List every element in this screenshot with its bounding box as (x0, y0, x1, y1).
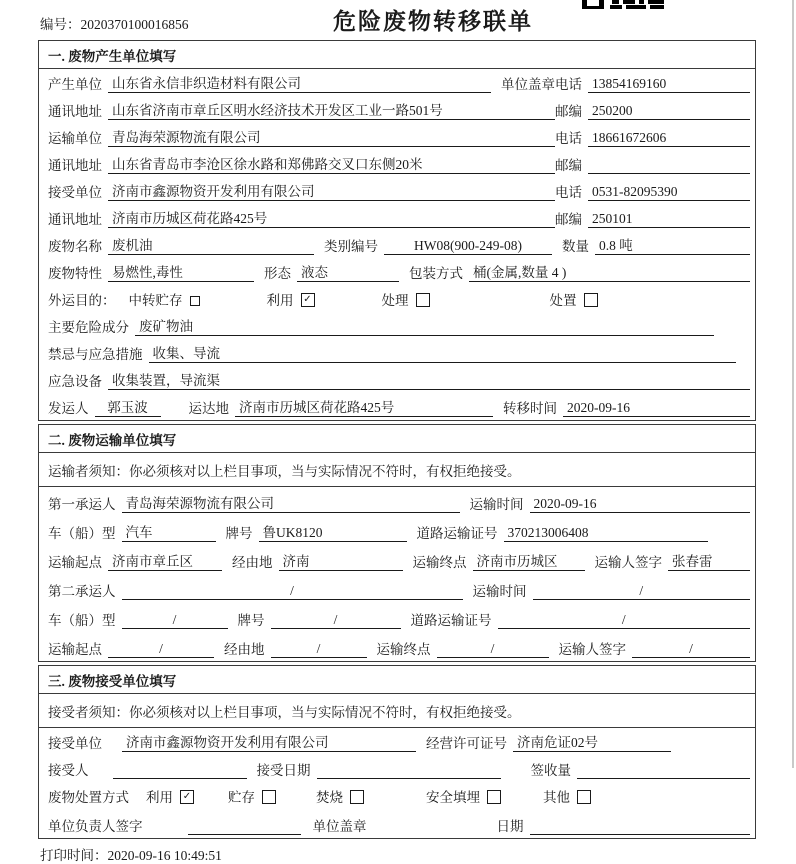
license-label: 经营许可证号 (426, 736, 507, 751)
row-vehicle2 (39, 603, 755, 632)
receive-date-value (317, 777, 501, 779)
row-purpose (39, 285, 755, 312)
dest-value: 济南市历城区荷花路425号 (235, 396, 493, 417)
purpose-option-label: 利用 (266, 293, 294, 308)
transfer-time-label: 转移时间 (503, 401, 557, 416)
shipper-label: 发运人 (48, 401, 89, 416)
received-qty-label: 签收量 (530, 763, 571, 778)
via2-value: / (271, 641, 367, 658)
doc-number-label: 编号： (40, 17, 81, 32)
recipient-value (113, 777, 247, 779)
category-value: HW08(900-249-08) (384, 238, 552, 255)
receiver-notice: 接受者须知：你必须核对以上栏目事项，当与实际情况不符时，有权拒绝接受。 (39, 694, 755, 728)
section-producer (38, 40, 756, 421)
section-receiver (38, 665, 756, 839)
print-time (40, 844, 796, 864)
waste-name-label: 废物名称 (48, 239, 102, 254)
time1-label: 运输时间 (469, 497, 524, 512)
zip3-label: 邮编 (555, 212, 582, 227)
via1-value: 济南 (279, 550, 403, 571)
row-carrier2 (39, 574, 755, 603)
responsible-sign-value (188, 833, 301, 835)
address3-value: 济南市历城区荷花路425号 (108, 207, 555, 228)
carrier2-value: / (122, 583, 463, 600)
hazard-label: 主要危险成分 (48, 320, 129, 335)
permit1-value: 370213006408 (504, 525, 709, 542)
seal-label: 单位盖章 (501, 77, 555, 92)
time1-value: 2020-09-16 (530, 496, 751, 513)
disposal-option-label: 安全填埋 (426, 790, 480, 805)
checkbox-unchecked-icon (577, 790, 591, 804)
responsible-sign-label: 单位负责人签字 (48, 819, 143, 834)
form-label: 形态 (264, 266, 291, 281)
origin1-value: 济南市章丘区 (108, 550, 222, 571)
vehicle1-label: 车（船）型 (48, 526, 116, 541)
packing-value: 桶(金属,数量 4 ) (469, 261, 750, 282)
permit2-value: / (498, 612, 751, 629)
phone1-label: 电话 (555, 77, 582, 92)
plate2-value: / (271, 612, 401, 629)
end1-label: 运输终点 (412, 555, 467, 570)
receiver-label: 接受单位 (48, 185, 102, 200)
origin1-label: 运输起点 (48, 555, 102, 570)
disposal-option-label: 利用 (146, 790, 173, 805)
row-address1 (39, 96, 755, 123)
sign2-value: / (632, 641, 750, 658)
checkbox-checked-icon: ✓ (180, 790, 194, 804)
page-title: 危险废物转移联单 (333, 9, 533, 34)
end2-value: / (437, 641, 549, 658)
sign1-value: 张春雷 (668, 550, 750, 571)
equipment-label: 应急设备 (48, 374, 102, 389)
plate2-label: 牌号 (237, 613, 265, 628)
unit-seal-label: 单位盖章 (312, 819, 367, 834)
row-receive-unit (39, 728, 755, 755)
packing-label: 包装方式 (409, 266, 463, 281)
category-label: 类别编号 (324, 239, 378, 254)
taboo-value: 收集、导流 (149, 342, 737, 363)
purpose-option-label: 中转贮存 (128, 293, 183, 308)
checkbox-unchecked-icon (416, 293, 430, 307)
phone3-value: 0531-82095390 (588, 184, 750, 201)
checkbox-checked-icon: ✓ (301, 293, 315, 307)
producer-label: 产生单位 (48, 77, 102, 92)
form-value: 液态 (297, 261, 399, 282)
origin2-value: / (108, 641, 214, 658)
doc-number-value: 2020370100016856 (80, 17, 189, 32)
zip3-value: 250101 (588, 211, 750, 228)
dest-label: 运达地 (188, 401, 229, 416)
transporter-value: 青岛海荣源物流有限公司 (108, 126, 555, 147)
row-vehicle1 (39, 516, 755, 545)
checkbox-unchecked-icon (190, 296, 200, 306)
waste-name-value: 废机油 (108, 234, 314, 255)
address2-value: 山东省青岛市李沧区徐水路和郑佛路交叉口东侧20米 (108, 153, 555, 174)
section3-header: 三. 废物接受单位填写 (39, 666, 755, 694)
permit2-label: 道路运输证号 (410, 613, 492, 628)
row-shipper (39, 393, 755, 420)
receive-unit-label: 接受单位 (48, 736, 102, 751)
character-value: 易燃性,毒性 (108, 261, 254, 282)
checkbox-unchecked-icon (350, 790, 364, 804)
address2-label: 通讯地址 (48, 158, 102, 173)
disposal-option-label: 贮存 (228, 790, 255, 805)
purpose-label: 外运目的： (48, 293, 116, 308)
transfer-time-value: 2020-09-16 (563, 400, 750, 417)
sign1-label: 运输人签字 (594, 555, 662, 570)
purpose-option-label: 处理 (381, 293, 409, 308)
transporter-label: 运输单位 (48, 131, 102, 146)
disposal-option-label: 焚烧 (316, 790, 343, 805)
permit1-label: 道路运输证号 (416, 526, 498, 541)
vehicle1-value: 汽车 (122, 521, 216, 542)
sign-date-value (530, 833, 751, 835)
shipper-value: 郭玉波 (95, 396, 161, 417)
row-transporter (39, 123, 755, 150)
received-qty-value (577, 777, 750, 779)
row-equipment (39, 366, 755, 393)
phone2-label: 电话 (555, 131, 582, 146)
row-waste-name (39, 231, 755, 258)
carrier1-label: 第一承运人 (48, 497, 116, 512)
row-receiver (39, 177, 755, 204)
character-label: 废物特性 (48, 266, 102, 281)
sign2-label: 运输人签字 (558, 642, 626, 657)
address3-label: 通讯地址 (48, 212, 102, 227)
vehicle2-label: 车（船）型 (48, 613, 116, 628)
receiver-value: 济南市鑫源物资开发利用有限公司 (108, 180, 555, 201)
address1-label: 通讯地址 (48, 104, 102, 119)
time2-label: 运输时间 (472, 584, 527, 599)
section-transporter (38, 424, 756, 662)
row-taboo (39, 339, 755, 366)
time2-value: / (533, 583, 751, 600)
row-route2 (39, 632, 755, 661)
print-time-label: 打印时间： (40, 848, 108, 863)
carrier1-value: 青岛海荣源物流有限公司 (122, 492, 460, 513)
plate1-value: 鲁UK8120 (259, 521, 407, 542)
via1-label: 经由地 (232, 555, 273, 570)
receive-date-label: 接受日期 (256, 763, 311, 778)
disposal-label: 废物处置方式 (48, 790, 129, 805)
producer-value: 山东省永信非织造材料有限公司 (108, 72, 491, 93)
phone3-label: 电话 (555, 185, 582, 200)
sign-date-label: 日期 (496, 819, 524, 834)
recipient-label: 接受人 (48, 763, 89, 778)
page-edge-line (792, 0, 794, 768)
qr-code-fragment (582, 0, 664, 10)
phone1-value: 13854169160 (588, 76, 750, 93)
vehicle2-value: / (122, 612, 228, 629)
phone2-value: 18661672606 (588, 130, 750, 147)
section1-header: 一. 废物产生单位填写 (39, 41, 755, 69)
doc-number (40, 13, 189, 33)
end1-value: 济南市历城区 (473, 550, 585, 571)
zip2-label: 邮编 (555, 158, 582, 173)
zip1-label: 邮编 (555, 104, 582, 119)
via2-label: 经由地 (224, 642, 265, 657)
quantity-label: 数量 (562, 239, 589, 254)
end2-label: 运输终点 (376, 642, 431, 657)
hazard-value: 废矿物油 (135, 315, 714, 336)
print-time-value: 2020-09-16 10:49:51 (107, 848, 222, 863)
quantity-value: 0.8 吨 (595, 234, 750, 255)
disposal-option-label: 其他 (543, 790, 570, 805)
checkbox-unchecked-icon (262, 790, 276, 804)
zip2-value (588, 172, 750, 174)
row-carrier1 (39, 487, 755, 516)
row-hazard (39, 312, 755, 339)
transporter-notice: 运输者须知：你必须核对以上栏目事项，当与实际情况不符时，有权拒绝接受。 (39, 453, 755, 487)
checkbox-unchecked-icon (487, 790, 501, 804)
equipment-value: 收集装置，导流渠 (108, 369, 750, 390)
zip1-value: 250200 (588, 103, 750, 120)
checkbox-unchecked-icon (584, 293, 598, 307)
taboo-label: 禁忌与应急措施 (48, 347, 143, 362)
plate1-label: 牌号 (225, 526, 253, 541)
receive-unit-value: 济南市鑫源物资开发利用有限公司 (122, 731, 416, 752)
row-disposal (39, 782, 755, 809)
row-recipient (39, 755, 755, 782)
row-address2 (39, 150, 755, 177)
document-header (0, 0, 796, 40)
license-value: 济南危证02号 (513, 731, 671, 752)
origin2-label: 运输起点 (48, 642, 102, 657)
row-responsible-sign (39, 809, 755, 838)
section2-header: 二. 废物运输单位填写 (39, 425, 755, 453)
row-route1 (39, 545, 755, 574)
carrier2-label: 第二承运人 (48, 584, 116, 599)
row-producer (39, 69, 755, 96)
row-address3 (39, 204, 755, 231)
address1-value: 山东省济南市章丘区明水经济技术开发区工业一路501号 (108, 99, 555, 120)
row-characteristics (39, 258, 755, 285)
purpose-option-label: 处置 (549, 293, 577, 308)
